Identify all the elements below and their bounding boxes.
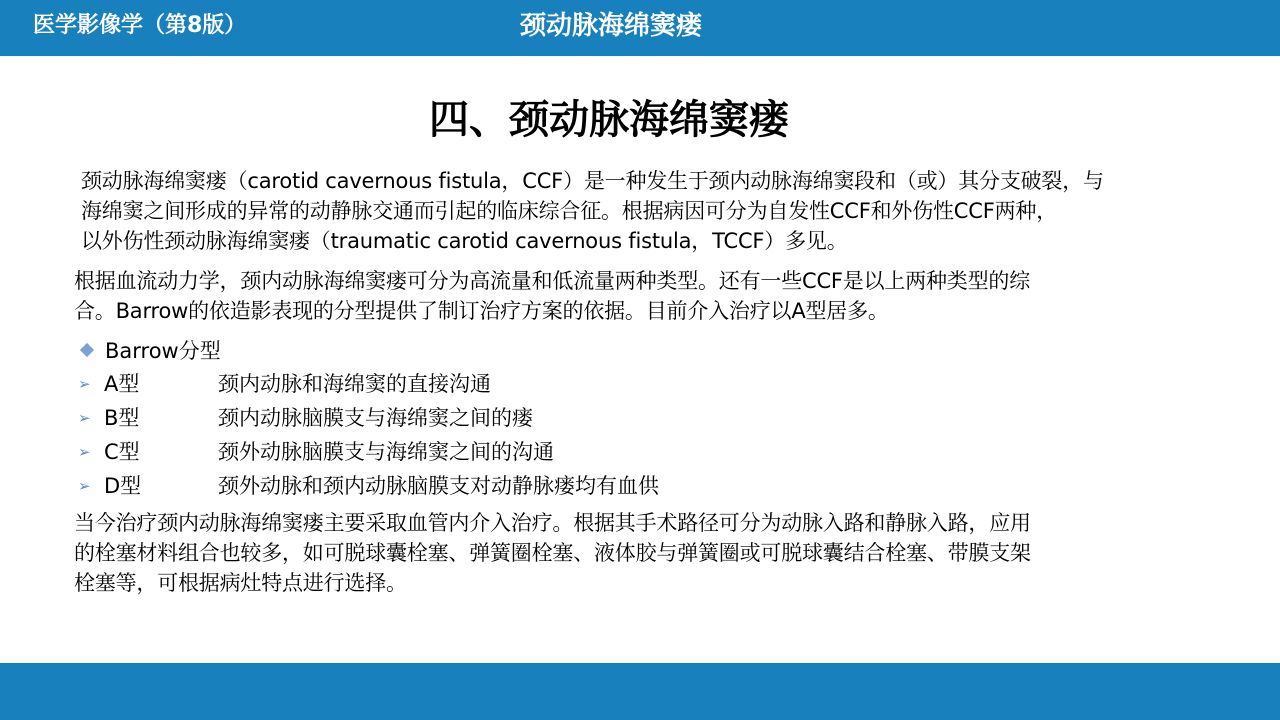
type-name: C型 bbox=[104, 440, 140, 464]
intro-line: 海绵窦之间形成的异常的动静脉交通而引起的临床综合征。根据病因可分为自发性CCF和外伤性CCF两种， bbox=[81, 199, 1058, 223]
treatment-line: 栓塞等，可根据病灶特点进行选择。 bbox=[74, 571, 407, 595]
type-name: A型 bbox=[104, 372, 140, 396]
treatment-line: 的栓塞材料组合也较多，如可脱球囊栓塞、弹簧圈栓塞、液体胶与弹簧圈或可脱球囊结合栓塞、带膜支架 bbox=[74, 541, 1031, 565]
diamond-icon bbox=[80, 343, 94, 357]
intro-paragraph bbox=[81, 166, 1104, 256]
intro-line: 以外伤性颈动脉海绵窦瘘（traumatic carotid cavernous fistula，TCCF）多见。 bbox=[81, 229, 848, 253]
hemodynamics-paragraph bbox=[74, 266, 1030, 326]
header-bar bbox=[0, 0, 1280, 56]
arrow-right-icon: ➢ bbox=[78, 375, 91, 393]
type-name: B型 bbox=[104, 406, 140, 430]
type-name: D型 bbox=[104, 474, 142, 498]
intro-line: 颈动脉海绵窦瘘（carotid cavernous fistula，CCF）是一种发生于颈内动脉海绵窦段和（或）其分支破裂，与 bbox=[81, 169, 1104, 193]
type-desc: 颈内动脉脑膜支与海绵窦之间的瘘 bbox=[218, 406, 533, 430]
arrow-right-icon: ➢ bbox=[78, 477, 91, 495]
slide-title: 四、颈动脉海绵窦瘘 bbox=[429, 97, 789, 143]
list-item bbox=[78, 369, 659, 403]
hemodynamics-line: 合。Barrow的依造影表现的分型提供了制订治疗方案的依据。目前介入治疗以A型居多。 bbox=[74, 299, 889, 323]
hemodynamics-line: 根据血流动力学，颈内动脉海绵窦瘘可分为高流量和低流量两种类型。还有一些CCF是以上两种类型的综 bbox=[74, 269, 1031, 293]
treatment-paragraph bbox=[74, 508, 1031, 598]
barrow-heading bbox=[78, 336, 221, 366]
footer-bar bbox=[0, 663, 1280, 720]
treatment-line: 当今治疗颈内动脉海绵窦瘘主要采取血管内介入治疗。根据其手术路径可分为动脉入路和静脉入路，应用 bbox=[74, 511, 1031, 535]
barrow-type-list bbox=[78, 369, 659, 505]
topic-title: 颈动脉海绵窦瘘 bbox=[520, 11, 703, 41]
list-item bbox=[78, 403, 659, 437]
arrow-right-icon: ➢ bbox=[78, 409, 91, 427]
type-desc: 颈外动脉脑膜支与海绵窦之间的沟通 bbox=[218, 440, 554, 464]
list-item bbox=[78, 471, 659, 505]
type-desc: 颈内动脉和海绵窦的直接沟通 bbox=[218, 372, 491, 396]
type-desc: 颈外动脉和颈内动脉脑膜支对动静脉瘘均有血供 bbox=[218, 474, 659, 498]
barrow-heading-label: Barrow分型 bbox=[105, 339, 221, 363]
arrow-right-icon: ➢ bbox=[78, 443, 91, 461]
book-title: 医学影像学（第8版） bbox=[33, 13, 247, 38]
list-item bbox=[78, 437, 659, 471]
